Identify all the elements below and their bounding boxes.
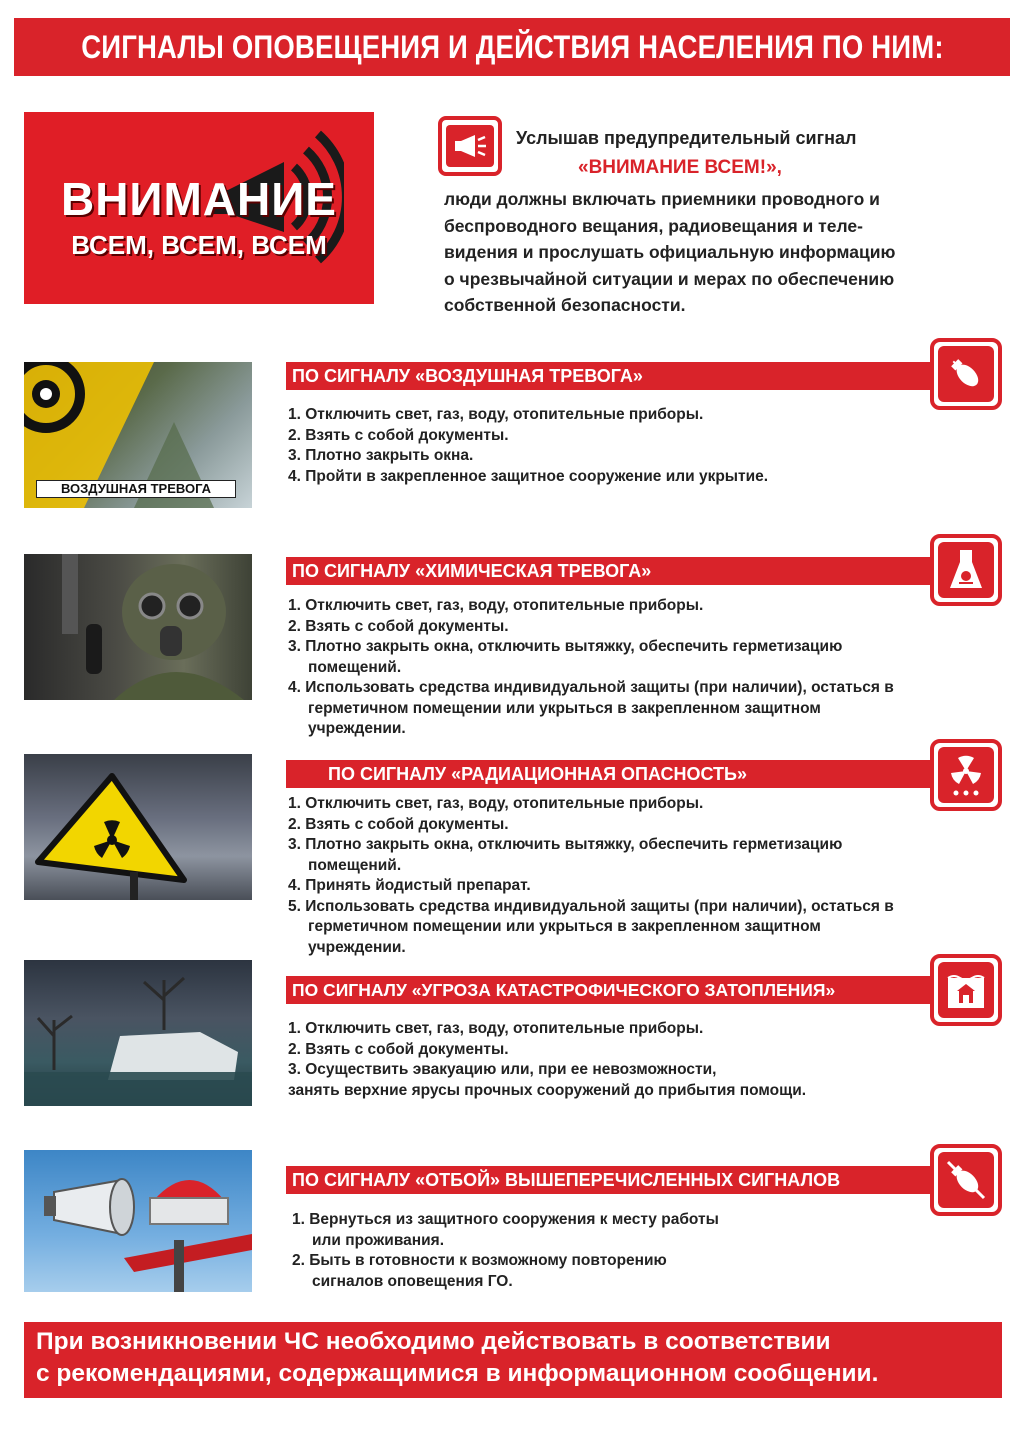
intro-body-line: о чрезвычайной ситуации и мерах по обеспечению (444, 268, 895, 289)
chemical-flask-icon (930, 534, 1002, 606)
radiation-sign-photo (24, 754, 252, 900)
siren-photo (24, 1150, 252, 1292)
list-item: 2. Взять с собой документы. (288, 617, 509, 635)
list-item: 2. Быть в готовности к возможному повторению сигналов оповещения ГО. (292, 1252, 667, 1290)
list-item: 1. Отключить свет, газ, воду, отопительные приборы. (288, 1020, 704, 1037)
section-title-bar (286, 976, 936, 1004)
section-title: ПО СИГНАЛУ «ОТБОЙ» ВЫШЕПЕРЕЧИСЛЕННЫХ СИГНАЛОВ (292, 1170, 841, 1190)
section-title: ПО СИГНАЛУ «РАДИАЦИОННАЯ ОПАСНОСТЬ» (328, 764, 747, 784)
list-item: занять верхние ярусы прочных сооружений до прибытия помощи. (288, 1081, 807, 1099)
list-item: 1. Вернуться из защитного сооружения к месту работы или проживания. (292, 1211, 719, 1249)
crossed-bomb-icon (930, 1144, 1002, 1216)
list-item: 4. Принять йодистый препарат. (288, 877, 531, 894)
list-item: 4. Использовать средства индивидуальной защиты (при наличии), остаться в герметичном помещении или укрыться в закрепленном защитном учреждении. (288, 679, 894, 737)
section-steps (288, 596, 908, 740)
intro-body (444, 186, 964, 319)
bomb-icon (930, 338, 1002, 410)
section-steps (288, 1019, 908, 1101)
list-item: 1. Отключить свет, газ, воду, отопительные приборы. (288, 795, 704, 812)
gas-mask-photo (24, 554, 252, 700)
attention-banner (24, 112, 374, 304)
flood-house-icon (930, 954, 1002, 1026)
footer-line: При возникновении ЧС необходимо действовать в соответствии (36, 1328, 831, 1355)
list-item: 3. Плотно закрыть окна. (288, 447, 474, 464)
radiation-icon (930, 739, 1002, 811)
intro-body-line: люди должны включать приемники проводного и (444, 189, 880, 209)
intro-body-line: видения и прослушать официальную информацию (444, 242, 896, 262)
air-raid-photo (24, 362, 252, 508)
list-item: 3. Плотно закрыть окна, отключить вытяжку, обеспечить герметизацию помещений. (288, 638, 843, 676)
section-steps (292, 1210, 732, 1292)
footer-banner (24, 1322, 1002, 1398)
attention-main-text: ВНИМАНИЕ (60, 173, 337, 225)
page-title-bar (14, 18, 1010, 76)
intro-body-line: беспроводного вещания, радиовещания и теле- (444, 215, 863, 236)
section-title-bar (286, 362, 936, 390)
list-item: 3. Осуществить эвакуацию или, при ее невозможности, (288, 1061, 717, 1078)
list-item: 1. Отключить свет, газ, воду, отопительные приборы. (288, 406, 704, 423)
section-title: ПО СИГНАЛУ «ВОЗДУШНАЯ ТРЕВОГА» (292, 366, 643, 386)
list-item: 2. Взять с собой документы. (288, 426, 509, 444)
air-raid-caption: ВОЗДУШНАЯ ТРЕВОГА (36, 480, 236, 498)
loudspeaker-icon (438, 116, 502, 176)
intro-body-line: собственной безопасности. (444, 295, 686, 315)
list-item: 3. Плотно закрыть окна, отключить вытяжку, обеспечить герметизацию помещений. (288, 836, 843, 874)
intro-signal-name: «ВНИМАНИЕ ВСЕМ!», (578, 157, 782, 178)
section-title-bar (286, 1166, 936, 1194)
section-title: ПО СИГНАЛУ «УГРОЗА КАТАСТРОФИЧЕСКОГО ЗАТОПЛЕНИЯ» (292, 980, 836, 1000)
list-item: 2. Взять с собой документы. (288, 815, 509, 833)
section-title: ПО СИГНАЛУ «ХИМИЧЕСКАЯ ТРЕВОГА» (292, 561, 652, 581)
attention-sub-text: ВСЕМ, ВСЕМ, ВСЕМ (71, 230, 327, 260)
list-item: 4. Пройти в закрепленное защитное сооружение или укрытие. (288, 467, 769, 485)
footer-line: с рекомендациями, содержащимися в информационном сообщении. (36, 1360, 879, 1387)
list-item: 5. Использовать средства индивидуальной защиты (при наличии), остаться в герметичном помещении или укрыться в закрепленном защитном учреждении. (288, 897, 894, 956)
section-title-bar (286, 557, 936, 585)
list-item: 1. Отключить свет, газ, воду, отопительные приборы. (288, 597, 704, 614)
section-title-bar (286, 760, 936, 788)
intro-line: Услышав предупредительный сигнал (516, 128, 857, 148)
section-steps (288, 794, 908, 958)
list-item: 2. Взять с собой документы. (288, 1040, 509, 1058)
section-steps (288, 405, 908, 487)
page-title: СИГНАЛЫ ОПОВЕЩЕНИЯ И ДЕЙСТВИЯ НАСЕЛЕНИЯ ПО НИМ: (80, 28, 944, 65)
flood-photo (24, 960, 252, 1106)
